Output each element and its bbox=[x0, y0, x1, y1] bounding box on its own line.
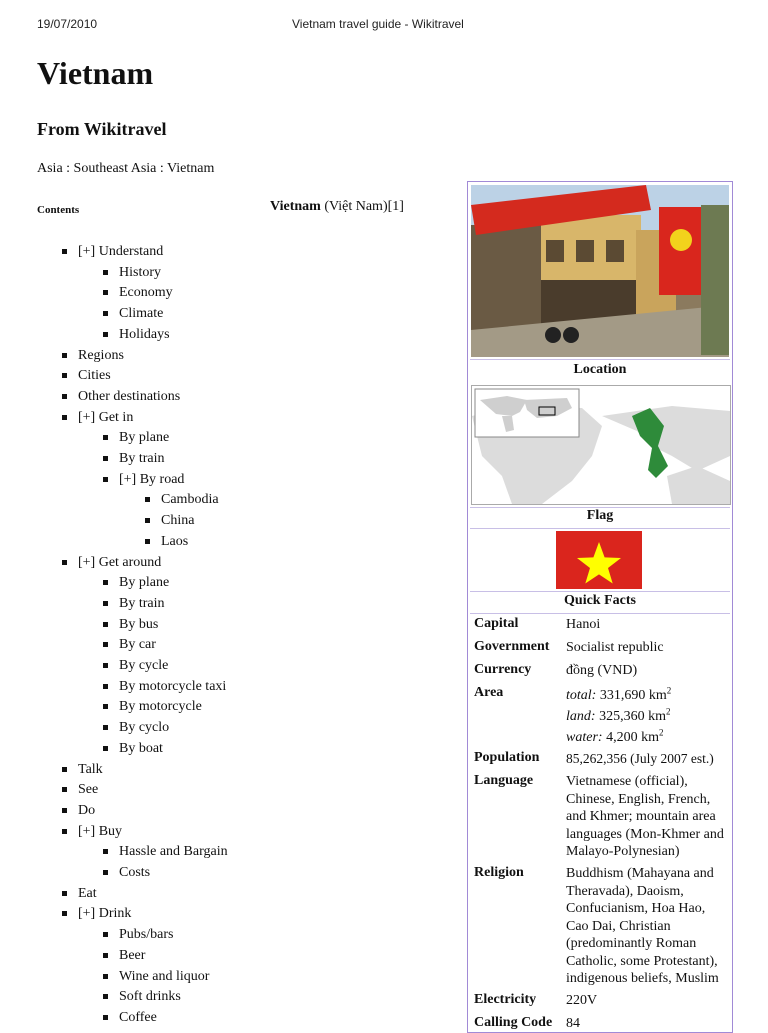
bullet-icon bbox=[103, 601, 108, 606]
toc-item[interactable] bbox=[78, 554, 161, 572]
toc-item[interactable] bbox=[119, 926, 173, 944]
fact-population-value: 85,262,356 (July 2007 est.) bbox=[566, 751, 714, 766]
fact-government-value: Socialist republic bbox=[566, 640, 664, 655]
bullet-icon bbox=[145, 497, 150, 502]
toc-item-label: By cyclo bbox=[119, 720, 170, 736]
contents-title: Contents bbox=[37, 204, 80, 216]
fact-religion-value: Buddhism (Mahayana and Theravada), Daoism, Confucianism, Hoa Hao, Cao Dai, Christian (predominantly Roman Catholic, some Protestant), indigenous beliefs, Muslim bbox=[566, 866, 719, 986]
print-date: 19/07/2010 bbox=[37, 17, 98, 31]
toc-item[interactable] bbox=[78, 388, 180, 406]
bullet-icon bbox=[62, 415, 67, 420]
bullet-icon bbox=[103, 290, 108, 295]
bullet-icon bbox=[103, 311, 108, 316]
toc-item[interactable] bbox=[78, 905, 131, 923]
toc-item[interactable] bbox=[78, 409, 133, 427]
bullet-icon bbox=[103, 994, 108, 999]
bullet-icon bbox=[103, 704, 108, 709]
toc-item-label: [+] Get in bbox=[78, 409, 134, 425]
toc-item-label: By boat bbox=[119, 740, 163, 756]
toc-item-label: By motorcycle bbox=[119, 699, 202, 715]
toc-item[interactable] bbox=[119, 471, 184, 489]
toc-item[interactable] bbox=[78, 367, 111, 385]
toc-item[interactable] bbox=[119, 595, 165, 613]
fact-calling-code-value: 84 bbox=[566, 1016, 580, 1031]
toc-item-label: Cities bbox=[78, 368, 111, 384]
toc-item-label: Cambodia bbox=[161, 492, 219, 508]
page-title: Vietnam bbox=[37, 55, 154, 91]
toc-item[interactable] bbox=[119, 264, 161, 282]
toc-item-label: Holidays bbox=[119, 326, 170, 342]
bullet-icon bbox=[103, 435, 108, 440]
toc-item-label: [+] Buy bbox=[78, 823, 123, 839]
toc-item[interactable] bbox=[78, 823, 122, 841]
toc-item[interactable] bbox=[119, 719, 169, 737]
fact-capital-value[interactable]: Hanoi bbox=[566, 617, 601, 632]
toc-item[interactable] bbox=[78, 347, 124, 365]
toc-item-label: By plane bbox=[119, 430, 170, 446]
fact-electricity-key: Electricity bbox=[474, 992, 537, 1007]
toc-item[interactable] bbox=[119, 678, 226, 696]
toc-item-label: History bbox=[119, 264, 161, 280]
toc-item[interactable] bbox=[119, 1009, 157, 1027]
bullet-icon bbox=[145, 539, 150, 544]
toc-item-label: Regions bbox=[78, 347, 124, 363]
toc-item[interactable] bbox=[161, 533, 188, 551]
bullet-icon bbox=[103, 270, 108, 275]
lead-bold: Vietnam bbox=[270, 199, 321, 214]
fact-electricity-value: 220V bbox=[566, 993, 598, 1008]
bullet-icon bbox=[103, 622, 108, 627]
bullet-icon bbox=[62, 373, 67, 378]
toc-item-label: [+] By road bbox=[119, 471, 185, 487]
toc-item-label: Economy bbox=[119, 285, 173, 301]
toc-item[interactable] bbox=[119, 429, 169, 447]
fact-language-value: Vietnamese (official), Chinese, English, French, and Khmer; mountain area languages (Mon-Khmer and Malayo-Polynesian) bbox=[566, 774, 724, 859]
bullet-icon bbox=[103, 684, 108, 689]
fact-calling-code-key: Calling Code bbox=[474, 1015, 553, 1030]
toc-item[interactable] bbox=[119, 698, 202, 716]
page-subtitle: From Wikitravel bbox=[37, 119, 167, 139]
toc-item[interactable] bbox=[119, 947, 145, 965]
separator bbox=[470, 528, 730, 529]
toc-item-label: Soft drinks bbox=[119, 989, 181, 1005]
lead-text bbox=[270, 199, 404, 215]
toc-item-label: By plane bbox=[119, 575, 170, 591]
fact-religion-key: Religion bbox=[474, 865, 524, 880]
bullet-icon bbox=[103, 746, 108, 751]
toc-item[interactable] bbox=[119, 636, 156, 654]
bullet-icon bbox=[103, 580, 108, 585]
fact-capital-key: Capital bbox=[474, 616, 519, 631]
quick-facts-label: Quick Facts bbox=[564, 593, 636, 608]
toc-item-label: See bbox=[78, 782, 99, 798]
street-photo bbox=[471, 185, 729, 357]
fact-language-key: Language bbox=[474, 773, 534, 788]
bullet-icon bbox=[145, 518, 150, 523]
toc-item-label: Do bbox=[78, 802, 96, 818]
area-total: total: 331,690 $km^2$ bbox=[566, 685, 672, 703]
toc-item[interactable] bbox=[78, 761, 103, 779]
toc-item[interactable] bbox=[78, 885, 97, 903]
fact-population-key: Population bbox=[474, 750, 540, 765]
toc-item-label: By train bbox=[119, 451, 165, 466]
toc-item-label: By cycle bbox=[119, 658, 169, 673]
toc-item[interactable] bbox=[119, 616, 158, 634]
fact-area-key: Area bbox=[474, 685, 504, 700]
toc-item[interactable] bbox=[161, 491, 219, 509]
infobox bbox=[467, 181, 733, 1033]
bullet-icon bbox=[103, 456, 108, 461]
bullet-icon bbox=[62, 911, 67, 916]
toc-item[interactable] bbox=[119, 284, 173, 302]
toc-item-label: By bus bbox=[119, 616, 159, 632]
toc-item-label: Coffee bbox=[119, 1009, 157, 1025]
toc-item-label: Eat bbox=[78, 885, 97, 901]
toc-item-label: Hassle and Bargain bbox=[119, 844, 228, 860]
bullet-icon bbox=[103, 477, 108, 482]
toc-item-label: Other destinations bbox=[78, 388, 181, 404]
toc-item[interactable] bbox=[119, 574, 169, 592]
toc-item[interactable] bbox=[78, 781, 98, 799]
print-title: Vietnam travel guide - Wikitravel bbox=[292, 17, 464, 31]
toc-item-label: Costs bbox=[119, 865, 151, 880]
toc-item-label: Wine and liquor bbox=[119, 968, 210, 984]
bullet-icon bbox=[62, 891, 67, 896]
fact-currency-value: đồng (VND) bbox=[566, 663, 638, 678]
toc-item[interactable] bbox=[119, 988, 181, 1006]
toc-item-label: [+] Drink bbox=[78, 906, 132, 922]
location-map[interactable] bbox=[471, 385, 731, 505]
toc-item-label: By car bbox=[119, 637, 156, 653]
separator bbox=[470, 359, 730, 360]
toc-item-label: Laos bbox=[161, 533, 189, 549]
location-label: Location bbox=[573, 362, 627, 377]
toc-item-label: Pubs/bars bbox=[119, 927, 174, 943]
area-water: water: 4,200 $km^2$ bbox=[566, 727, 664, 745]
vietnam-flag bbox=[556, 531, 642, 589]
toc-item-label: [+] Understand bbox=[78, 244, 164, 259]
toc-item[interactable] bbox=[161, 512, 194, 530]
toc-item-label: By train bbox=[119, 595, 165, 611]
toc-item[interactable] bbox=[119, 968, 209, 986]
bullet-icon bbox=[62, 787, 67, 792]
bullet-icon bbox=[103, 332, 108, 337]
lead-rest: (Việt Nam)[1] bbox=[320, 199, 404, 214]
toc-item-label: Climate bbox=[119, 306, 164, 322]
bullet-icon bbox=[103, 642, 108, 647]
toc-item-label: [+] Get around bbox=[78, 554, 162, 570]
bullet-icon bbox=[103, 870, 108, 875]
toc-item[interactable] bbox=[119, 864, 150, 882]
bullet-icon bbox=[62, 560, 67, 565]
bullet-icon bbox=[103, 953, 108, 958]
toc-item[interactable] bbox=[119, 305, 163, 323]
toc-item[interactable] bbox=[78, 802, 95, 820]
bullet-icon bbox=[103, 932, 108, 937]
bullet-icon bbox=[103, 663, 108, 668]
toc-item-label: By motorcycle taxi bbox=[119, 678, 227, 694]
toc-item[interactable] bbox=[119, 657, 168, 675]
separator bbox=[470, 613, 730, 614]
flag-label: Flag bbox=[586, 508, 614, 523]
toc-item[interactable] bbox=[119, 843, 228, 861]
toc-item[interactable] bbox=[78, 243, 163, 261]
breadcrumb[interactable]: Asia : Southeast Asia : Vietnam bbox=[37, 161, 215, 176]
fact-currency-key: Currency bbox=[474, 662, 532, 677]
toc-item[interactable] bbox=[119, 326, 170, 344]
bullet-icon bbox=[103, 974, 108, 979]
bullet-icon bbox=[62, 249, 67, 254]
fact-government-key: Government bbox=[474, 639, 550, 654]
area-land: land: 325,360 $km^2$ bbox=[566, 706, 671, 724]
fact-area-value bbox=[566, 685, 730, 748]
toc-item[interactable] bbox=[119, 740, 163, 758]
toc-item-label: Beer bbox=[119, 947, 146, 963]
bullet-icon bbox=[62, 767, 67, 772]
bullet-icon bbox=[103, 1015, 108, 1020]
toc-item-label: China bbox=[161, 513, 195, 529]
bullet-icon bbox=[62, 394, 67, 399]
bullet-icon bbox=[103, 725, 108, 730]
toc-item[interactable] bbox=[119, 450, 165, 468]
separator bbox=[470, 591, 730, 592]
bullet-icon bbox=[103, 849, 108, 854]
bullet-icon bbox=[62, 808, 67, 813]
toc-item-label: Talk bbox=[78, 761, 103, 777]
bullet-icon bbox=[62, 353, 67, 358]
bullet-icon bbox=[62, 829, 67, 834]
